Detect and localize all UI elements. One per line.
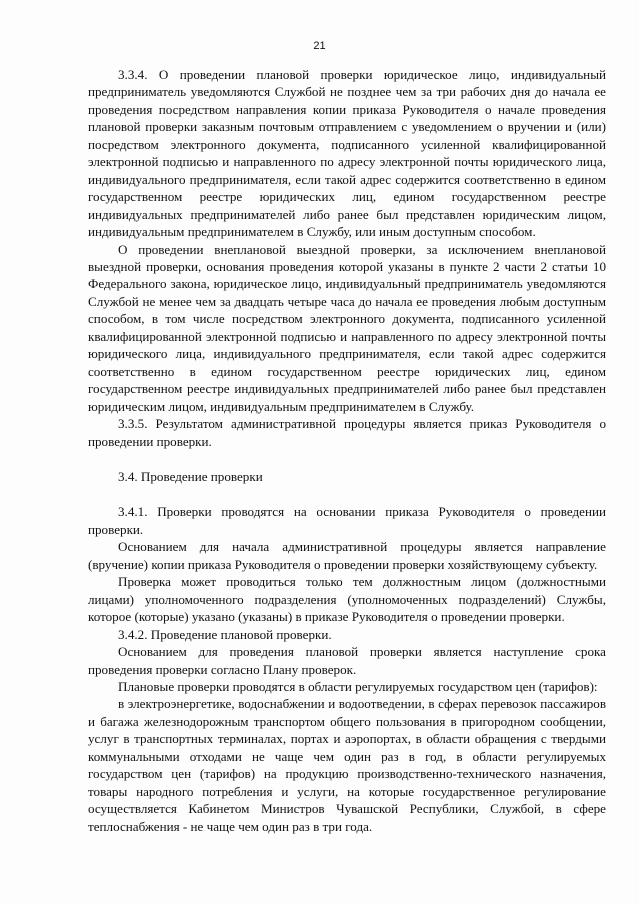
paragraph-unscheduled-inspection: О проведении внеплановой выездной проверки, за исключением внеплановой выездной проверки, основания проведения которой указаны в пункте 2 части 2 статьи 10 Федерального закона, юридическое лицо, индивидуальный предприниматель уведомляются Службой не менее чем за двадцать четыре часа до начала ее проведения любым доступным способом, в том числе посредством электронного документа, подписанного усиленной квалифицированной электронной подписью и направленного по адресу электронной почты юридического лица, индивидуального предпринимателя, если такой адрес содержится соответственно в едином государственном реестре юридических лиц, едином государственном реестре индивидуальных предпринимателей либо ранее был представлен юридическим лицом, индивидуальным предпринимателем в Службу. bbox=[88, 241, 606, 414]
paragraph-3-4-2: 3.4.2. Проведение плановой проверки. bbox=[118, 626, 332, 642]
paragraph-areas-list: в электроэнергетике, водоснабжении и водоотведении, в сферах перевозок пассажиров и багажа железнодорожным транспортом общего пользования в пригородном сообщении, услуг в транспортных терминалах, портах и аэропортах, в области обращения с твердыми коммунальными отходами не чаще чем один раз в год, в области регулируемых государством цен (тарифов) на продукцию производственно-технического назначения, товары народного потребления и услуги, на которые государственное регулирование осуществляется Кабинетом Министров Чувашской Республики, Службой, в сфере теплоснабжения - не чаще чем один раз в три года. bbox=[88, 696, 606, 834]
paragraph-basis: Основанием для начала административной процедуры является направление (вручение) копии приказа Руководителя о проведении проверки хозяйствующему субъекту. bbox=[88, 539, 606, 572]
paragraph-3-3-4: 3.3.4. О проведении плановой проверки юридическое лицо, индивидуальный предприниматель уведомляются Службой не позднее чем за три рабочих дня до начала ее проведения посредством направления копии приказа Руководителя о начале проведения плановой проверки заказным почтовым отправлением с уведомлением о вручении и (или) посредством электронного документа, подписанного усиленной квалифицированной электронной подписью и направленного по адресу электронной почты юридического лица, индивидуального предпринимателя, если такой адрес содержится соответственно в едином государственном реестре юридических лиц, едином государственном реестре индивидуальных предпринимателей либо ранее был представлен юридическим лицом, индивидуальным предпринимателем в Службу, или иным доступным способом. bbox=[88, 67, 606, 240]
paragraph-inspector: Проверка может проводиться только тем должностным лицом (должностными лицами) уполномоченного подразделения (уполномоченных подразделений) Службы, которое (которые) указано (указаны) в приказе Руководителя о проведении проверки. bbox=[88, 574, 606, 625]
paragraph-3-4-1: 3.4.1. Проверки проводятся на основании приказа Руководителя о проведении проверки. bbox=[88, 504, 606, 537]
section-heading-3-4: 3.4. Проведение проверки bbox=[118, 468, 263, 484]
paragraph-scheduled-areas: Плановые проверки проводятся в области регулируемых государством цен (тарифов): bbox=[118, 678, 598, 694]
document-body bbox=[88, 66, 606, 835]
page-number: 21 bbox=[313, 40, 326, 52]
paragraph-scheduled-basis: Основанием для проведения плановой проверки является наступление срока проведения проверки согласно Плану проверок. bbox=[88, 644, 606, 677]
paragraph-3-3-5: 3.3.5. Результатом административной процедуры является приказ Руководителя о проведении проверки. bbox=[88, 416, 606, 449]
